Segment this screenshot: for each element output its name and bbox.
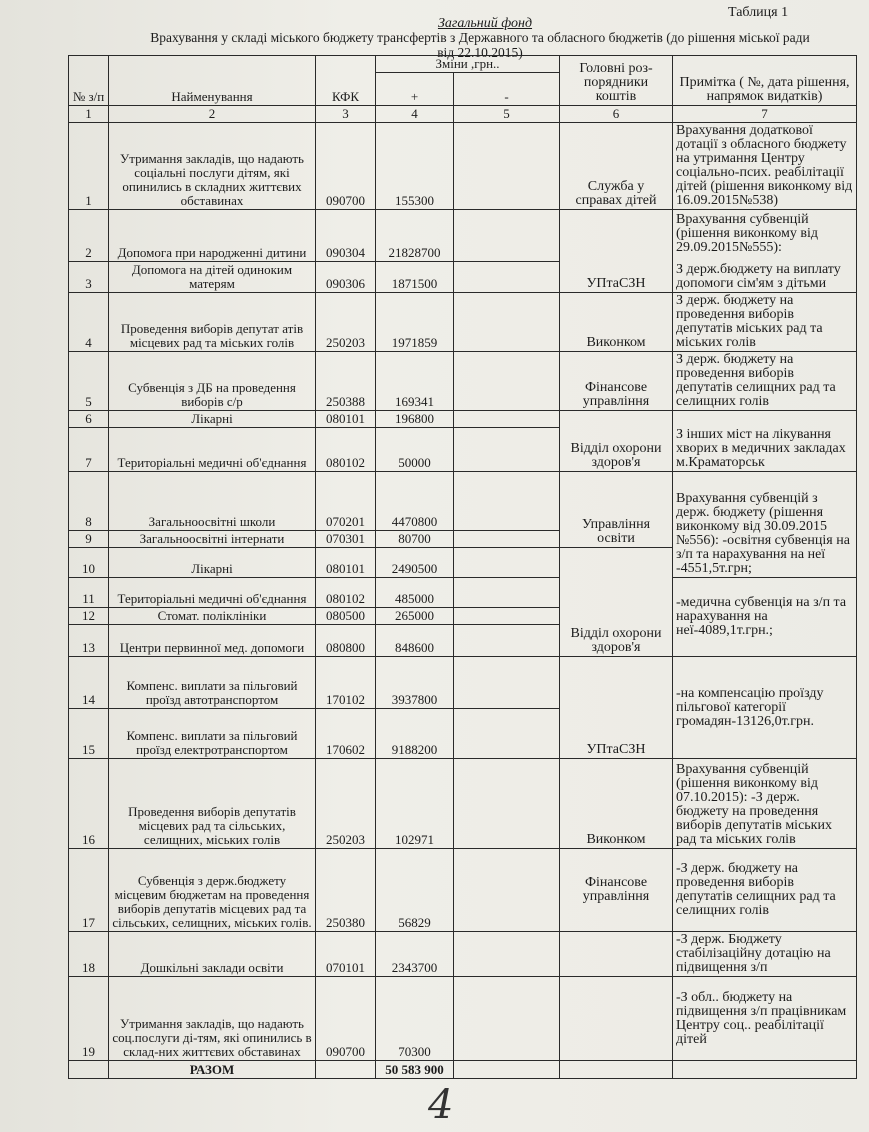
row-name: Компенс. виплати за пільговий проїзд електротранспортом — [109, 709, 316, 759]
table-row — [69, 932, 857, 977]
note-heading: Врахування субвенцій (рішення виконкому від 29.09.2015№555): — [676, 212, 818, 255]
row-note: З держ. бюджету на проведення виборів депутатів селищних рад та селищних голів — [673, 352, 857, 411]
row-minus — [454, 123, 560, 210]
row-name: Лікарні — [109, 548, 316, 578]
row-kfk: 250203 — [316, 293, 376, 352]
row-minus — [454, 849, 560, 932]
row-kfk: 070301 — [316, 531, 376, 548]
row-note: -З обл.. бюджету на підвищення з/п працівникам Центру соц.. реабілітації дітей — [673, 977, 857, 1061]
row-plus: 169341 — [376, 352, 454, 411]
row-name: Субвенція з держ.бюджету місцевим бюджетам на проведення виборів депутатів місцевих рад та сільських, селищних, міських голів. — [109, 849, 316, 932]
table-row — [69, 977, 857, 1061]
total-empty — [316, 1061, 376, 1079]
header-num: № з/п — [69, 56, 109, 106]
row-num: 8 — [69, 472, 109, 531]
header-minus: - — [454, 73, 560, 106]
table-row — [69, 411, 857, 428]
row-name: Загальноосвітні інтернати — [109, 531, 316, 548]
index-cell: 6 — [560, 106, 673, 123]
row-kfk: 080800 — [316, 625, 376, 657]
row-manager: Управління освіти — [560, 472, 673, 548]
row-name: Допомога при народженні дитини — [109, 210, 316, 262]
row-kfk: 250388 — [316, 352, 376, 411]
row-num: 11 — [69, 578, 109, 608]
row-kfk: 090700 — [316, 977, 376, 1061]
total-empty — [69, 1061, 109, 1079]
row-note: -на компенсацію проїзду пільгової категорії громадян-13126,0т.грн. — [673, 657, 857, 759]
row-name: Дошкільні заклади освіти — [109, 932, 316, 977]
row-manager: УПтаСЗН — [560, 657, 673, 759]
row-name: Утримання закладів, що надають соц.послуги ді-тям, які опинились в склад-них життєвих обставинах — [109, 977, 316, 1061]
row-plus: 196800 — [376, 411, 454, 428]
index-cell: 7 — [673, 106, 857, 123]
header-changes: Зміни ,грн.. — [376, 56, 560, 73]
transfers-table — [68, 55, 857, 1079]
row-num: 19 — [69, 977, 109, 1061]
row-num: 3 — [69, 262, 109, 293]
page-number: 4 — [428, 1082, 454, 1128]
row-minus — [454, 625, 560, 657]
index-cell: 2 — [109, 106, 316, 123]
row-kfk: 170602 — [316, 709, 376, 759]
row-num: 12 — [69, 608, 109, 625]
row-manager: Відділ охорони здоров'я — [560, 548, 673, 657]
row-manager: Відділ охорони здоров'я — [560, 411, 673, 472]
row-num: 4 — [69, 293, 109, 352]
row-plus: 50000 — [376, 428, 454, 472]
row-minus — [454, 578, 560, 608]
row-plus: 102971 — [376, 759, 454, 849]
row-minus — [454, 472, 560, 531]
header-note: Примітка ( №, дата рішення, напрямок видатків) — [673, 56, 857, 106]
row-minus — [454, 657, 560, 709]
row-name: Загальноосвітні школи — [109, 472, 316, 531]
row-num: 5 — [69, 352, 109, 411]
row-name: Компенс. виплати за пільговий проїзд автотранспортом — [109, 657, 316, 709]
header-name: Найменування — [109, 56, 316, 106]
table-row — [69, 210, 857, 262]
row-plus: 70300 — [376, 977, 454, 1061]
row-plus: 9188200 — [376, 709, 454, 759]
row-manager — [560, 977, 673, 1061]
row-note: З держ. бюджету на проведення виборів депутатів міських рад та міських голів — [673, 293, 857, 352]
row-num: 14 — [69, 657, 109, 709]
row-num: 15 — [69, 709, 109, 759]
row-num: 2 — [69, 210, 109, 262]
row-note: Врахування додаткової дотації з обласного бюджету на утримання Центру соціально-псих. реабілітації дітей (рішення виконкому від 16.09.2015№538) — [673, 123, 857, 210]
row-num: 16 — [69, 759, 109, 849]
row-num: 18 — [69, 932, 109, 977]
row-plus: 2490500 — [376, 548, 454, 578]
index-cell: 4 — [376, 106, 454, 123]
row-kfk: 080102 — [316, 578, 376, 608]
header-plus: + — [376, 73, 454, 106]
row-kfk: 090304 — [316, 210, 376, 262]
row-plus: 21828700 — [376, 210, 454, 262]
row-kfk: 080101 — [316, 548, 376, 578]
row-minus — [454, 293, 560, 352]
subtitle-line-2: від 22.10.2015) — [437, 45, 523, 60]
row-kfk: 250380 — [316, 849, 376, 932]
row-kfk: 250203 — [316, 759, 376, 849]
row-minus — [454, 262, 560, 293]
table-row — [69, 759, 857, 849]
row-plus: 848600 — [376, 625, 454, 657]
row-num: 9 — [69, 531, 109, 548]
row-note: -З держ. бюджету на проведення виборів депутатів селищних рад та селищних голів — [673, 849, 857, 932]
row-minus — [454, 210, 560, 262]
row-manager: Виконком — [560, 293, 673, 352]
row-note: Врахування субвенцій (рішення виконкому від 07.10.2015): -З держ. бюджету на проведення виборів депутатів міських рад та міських голів — [673, 759, 857, 849]
table-row — [69, 123, 857, 210]
row-plus: 3937800 — [376, 657, 454, 709]
row-name: Територіальні медичні об'єднання — [109, 428, 316, 472]
row-kfk: 080101 — [316, 411, 376, 428]
row-num: 1 — [69, 123, 109, 210]
row-kfk: 170102 — [316, 657, 376, 709]
row-note — [673, 210, 857, 293]
row-kfk: 070201 — [316, 472, 376, 531]
row-name: Лікарні — [109, 411, 316, 428]
row-note: -медична субвенція на з/п та нарахування на неї-4089,1т.грн.; — [673, 578, 857, 657]
row-plus: 485000 — [376, 578, 454, 608]
index-cell: 5 — [454, 106, 560, 123]
row-plus: 155300 — [376, 123, 454, 210]
row-minus — [454, 548, 560, 578]
row-num: 13 — [69, 625, 109, 657]
row-manager — [560, 932, 673, 977]
row-num: 7 — [69, 428, 109, 472]
row-name: Стомат. поліклініки — [109, 608, 316, 625]
total-empty — [560, 1061, 673, 1079]
row-minus — [454, 428, 560, 472]
row-name: Утримання закладів, що надають соціальні послуги дітям, які опинились в складних життєвих обставинах — [109, 123, 316, 210]
row-minus — [454, 759, 560, 849]
table-row — [69, 849, 857, 932]
total-label: РАЗОМ — [109, 1061, 316, 1079]
row-name: Проведення виборів депутатів місцевих рад та сільських, селищних, міських голів — [109, 759, 316, 849]
row-note: Врахування субвенцій з держ. бюджету (рішення виконкому від 30.09.2015 №556): -освітня субвенція на з/п та нарахування на неї -4551,5т.грн; — [673, 472, 857, 578]
total-row — [69, 1061, 857, 1079]
row-note: З інших міст на лікування хворих в медичних закладах м.Краматорськ — [673, 411, 857, 472]
total-empty — [673, 1061, 857, 1079]
row-minus — [454, 352, 560, 411]
row-kfk: 070101 — [316, 932, 376, 977]
row-minus — [454, 977, 560, 1061]
table-row — [69, 578, 857, 608]
total-value: 50 583 900 — [376, 1061, 454, 1079]
row-name: Проведення виборів депутат атів місцевих рад та міських голів — [109, 293, 316, 352]
row-plus: 56829 — [376, 849, 454, 932]
row-plus: 4470800 — [376, 472, 454, 531]
row-minus — [454, 531, 560, 548]
row-kfk: 090306 — [316, 262, 376, 293]
total-empty — [454, 1061, 560, 1079]
row-plus: 265000 — [376, 608, 454, 625]
table-label: Таблиця 1 — [728, 5, 789, 20]
table-row — [69, 472, 857, 531]
row-manager: Виконком — [560, 759, 673, 849]
row-minus — [454, 709, 560, 759]
note-text: З держ.бюджету на виплату допомоги сім'ям з дітьми — [676, 262, 841, 291]
row-num: 17 — [69, 849, 109, 932]
row-kfk: 090700 — [316, 123, 376, 210]
table-row — [69, 293, 857, 352]
index-cell: 1 — [69, 106, 109, 123]
header-kfk: КФК — [316, 56, 376, 106]
row-plus: 2343700 — [376, 932, 454, 977]
row-num: 6 — [69, 411, 109, 428]
row-name: Центри первинної мед. допомоги — [109, 625, 316, 657]
row-num: 10 — [69, 548, 109, 578]
row-note: -З держ. Бюджету стабілізаційну дотацію на підвищення з/п — [673, 932, 857, 977]
row-name: Допомога на дітей одиноким матерям — [109, 262, 316, 293]
row-kfk: 080500 — [316, 608, 376, 625]
row-manager: УПтаСЗН — [560, 210, 673, 293]
row-minus — [454, 932, 560, 977]
row-manager: Служба у справах дітей — [560, 123, 673, 210]
row-manager: Фінансове управління — [560, 352, 673, 411]
table-row — [69, 352, 857, 411]
row-minus — [454, 411, 560, 428]
row-name: Територіальні медичні об'єднання — [109, 578, 316, 608]
row-plus: 80700 — [376, 531, 454, 548]
fund-title: Загальний фонд — [437, 16, 533, 31]
row-manager: Фінансове управління — [560, 849, 673, 932]
row-plus: 1971859 — [376, 293, 454, 352]
index-cell: 3 — [316, 106, 376, 123]
row-minus — [454, 608, 560, 625]
row-kfk: 080102 — [316, 428, 376, 472]
row-name: Субвенція з ДБ на проведення виборів с/р — [109, 352, 316, 411]
subtitle-line-1: Врахування у складі міського бюджету трансфертів з Державного та обласного бюджетів (до рішення міської ради — [150, 30, 810, 45]
table-row — [69, 657, 857, 709]
header-managers: Головні роз-порядники коштів — [560, 56, 673, 106]
row-plus: 1871500 — [376, 262, 454, 293]
